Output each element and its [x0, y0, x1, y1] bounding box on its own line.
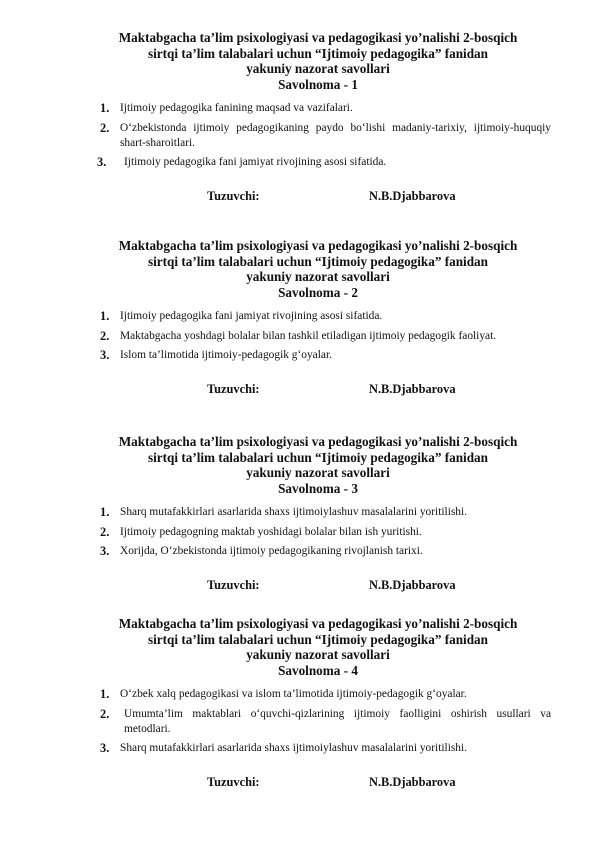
question-item — [0, 348, 596, 363]
ticket-header — [38, 238, 558, 300]
compiler-name: N.B.Djabbarova — [369, 577, 456, 592]
header-line-1: Maktabgacha ta’lim psixologiyasi va pedagogikasi yo’nalishi 2-bosqich — [118, 434, 518, 449]
header-line-2: sirtqi ta’lim talabalari uchun “Ijtimoiy pedagogika” fanidan — [148, 631, 488, 647]
question-text: O‘zbek xalq pedagogikasi va islom ta’limotida ijtimoiy-pedagogik g‘oyalar. — [120, 688, 467, 701]
header-line-2: sirtqi ta’lim talabalari uchun “Ijtimoiy pedagogika” fanidan — [148, 253, 488, 269]
question-item — [0, 505, 596, 520]
question-item — [0, 525, 596, 540]
compiler-label: Tuzuvchi: — [207, 189, 260, 204]
question-text: Ijtimoiy pedagogika fani jamiyat rivojining asosi sifatida. — [124, 155, 387, 168]
header-line-3: yakuniy nazorat savollari — [246, 61, 390, 77]
question-item — [0, 121, 596, 151]
question-item — [0, 687, 596, 702]
question-text: Ijtimoiy pedagogning maktab yoshidagi bolalar bilan ish yuritishi. — [120, 525, 422, 538]
question-list — [0, 309, 596, 363]
question-number: 2. — [100, 120, 110, 135]
compiler-name: N.B.Djabbarova — [369, 775, 456, 790]
question-item — [0, 329, 596, 344]
question-number: 3. — [100, 543, 110, 558]
question-text: Ijtimoiy pedagogika fanining maqsad va vazifalari. — [120, 102, 353, 115]
ticket-title: Savolnoma - 3 — [278, 480, 358, 496]
question-number: 3. — [100, 347, 110, 362]
question-text: O‘zbekistonda ijtimoiy pedagogikaning paydo bo‘lishi madaniy-tarixiy, ijtimoiy-huquqiy shart-sharoitlari. — [120, 121, 551, 149]
compiler-label: Tuzuvchi: — [207, 381, 260, 396]
question-list — [0, 101, 596, 170]
question-number: 1. — [100, 101, 110, 116]
question-list — [0, 505, 596, 559]
ticket-title: Savolnoma - 4 — [278, 662, 358, 678]
question-ticket-1 — [0, 30, 596, 207]
header-line-2: sirtqi ta’lim talabalari uchun “Ijtimoiy pedagogika” fanidan — [148, 449, 488, 465]
question-text: Islom ta’limotida ijtimoiy-pedagogik g‘oyalar. — [120, 348, 332, 361]
ticket-title: Savolnoma - 1 — [278, 76, 358, 92]
question-list — [0, 687, 596, 756]
header-line-3: yakuniy nazorat savollari — [246, 647, 390, 663]
header-line-2: sirtqi ta’lim talabalari uchun “Ijtimoiy pedagogika” fanidan — [148, 45, 488, 61]
header-line-3: yakuniy nazorat savollari — [246, 465, 390, 481]
question-number: 2. — [100, 328, 110, 343]
question-text: Sharq mutafakkirlari asarlarida shaxs ijtimoiylashuv masalalarini yoritilishi. — [120, 741, 468, 754]
question-number: 2. — [100, 706, 110, 721]
compiler-signature — [0, 578, 596, 596]
ticket-header — [38, 434, 558, 496]
ticket-header — [38, 30, 558, 92]
question-item — [0, 155, 596, 170]
question-text: Xorijda, O‘zbekistonda ijtimoiy pedagogikaning rivojlanish tarixi. — [120, 544, 423, 557]
compiler-label: Tuzuvchi: — [207, 775, 260, 790]
question-item — [0, 101, 596, 116]
ticket-title: Savolnoma - 2 — [278, 284, 358, 300]
question-number: 3. — [100, 740, 110, 755]
question-number: 1. — [100, 505, 110, 520]
question-number: 3. — [97, 154, 107, 169]
compiler-name: N.B.Djabbarova — [369, 381, 456, 396]
compiler-signature — [0, 382, 596, 400]
header-line-1: Maktabgacha ta’lim psixologiyasi va pedagogikasi yo’nalishi 2-bosqich — [118, 30, 518, 45]
question-ticket-3 — [0, 434, 596, 596]
question-item — [0, 544, 596, 559]
question-item — [0, 707, 596, 737]
question-text: Ijtimoiy pedagogika fani jamiyat rivojining asosi sifatida. — [120, 310, 383, 323]
compiler-signature — [0, 775, 596, 793]
header-line-3: yakuniy nazorat savollari — [246, 269, 390, 285]
compiler-label: Tuzuvchi: — [207, 577, 260, 592]
question-number: 2. — [100, 524, 110, 539]
header-line-1: Maktabgacha ta’lim psixologiyasi va pedagogikasi yo’nalishi 2-bosqich — [118, 616, 518, 631]
question-number: 1. — [100, 309, 110, 324]
question-ticket-4 — [0, 616, 596, 793]
compiler-signature — [0, 189, 596, 207]
question-text: Umumta’lim maktablari o‘quvchi-qizlarining ijtimoiy faolligini oshirish usullari va metodlari. — [124, 707, 551, 735]
question-item — [0, 741, 596, 756]
compiler-name: N.B.Djabbarova — [369, 189, 456, 204]
ticket-header — [38, 616, 558, 678]
question-item — [0, 309, 596, 324]
header-line-1: Maktabgacha ta’lim psixologiyasi va pedagogikasi yo’nalishi 2-bosqich — [118, 238, 518, 253]
question-ticket-2 — [0, 238, 596, 400]
question-text: Maktabgacha yoshdagi bolalar bilan tashkil etiladigan ijtimoiy pedagogik faoliyat. — [120, 329, 497, 342]
question-text: Sharq mutafakkirlari asarlarida shaxs ijtimoiylashuv masalalarini yoritilishi. — [120, 506, 468, 519]
question-number: 1. — [100, 687, 110, 702]
